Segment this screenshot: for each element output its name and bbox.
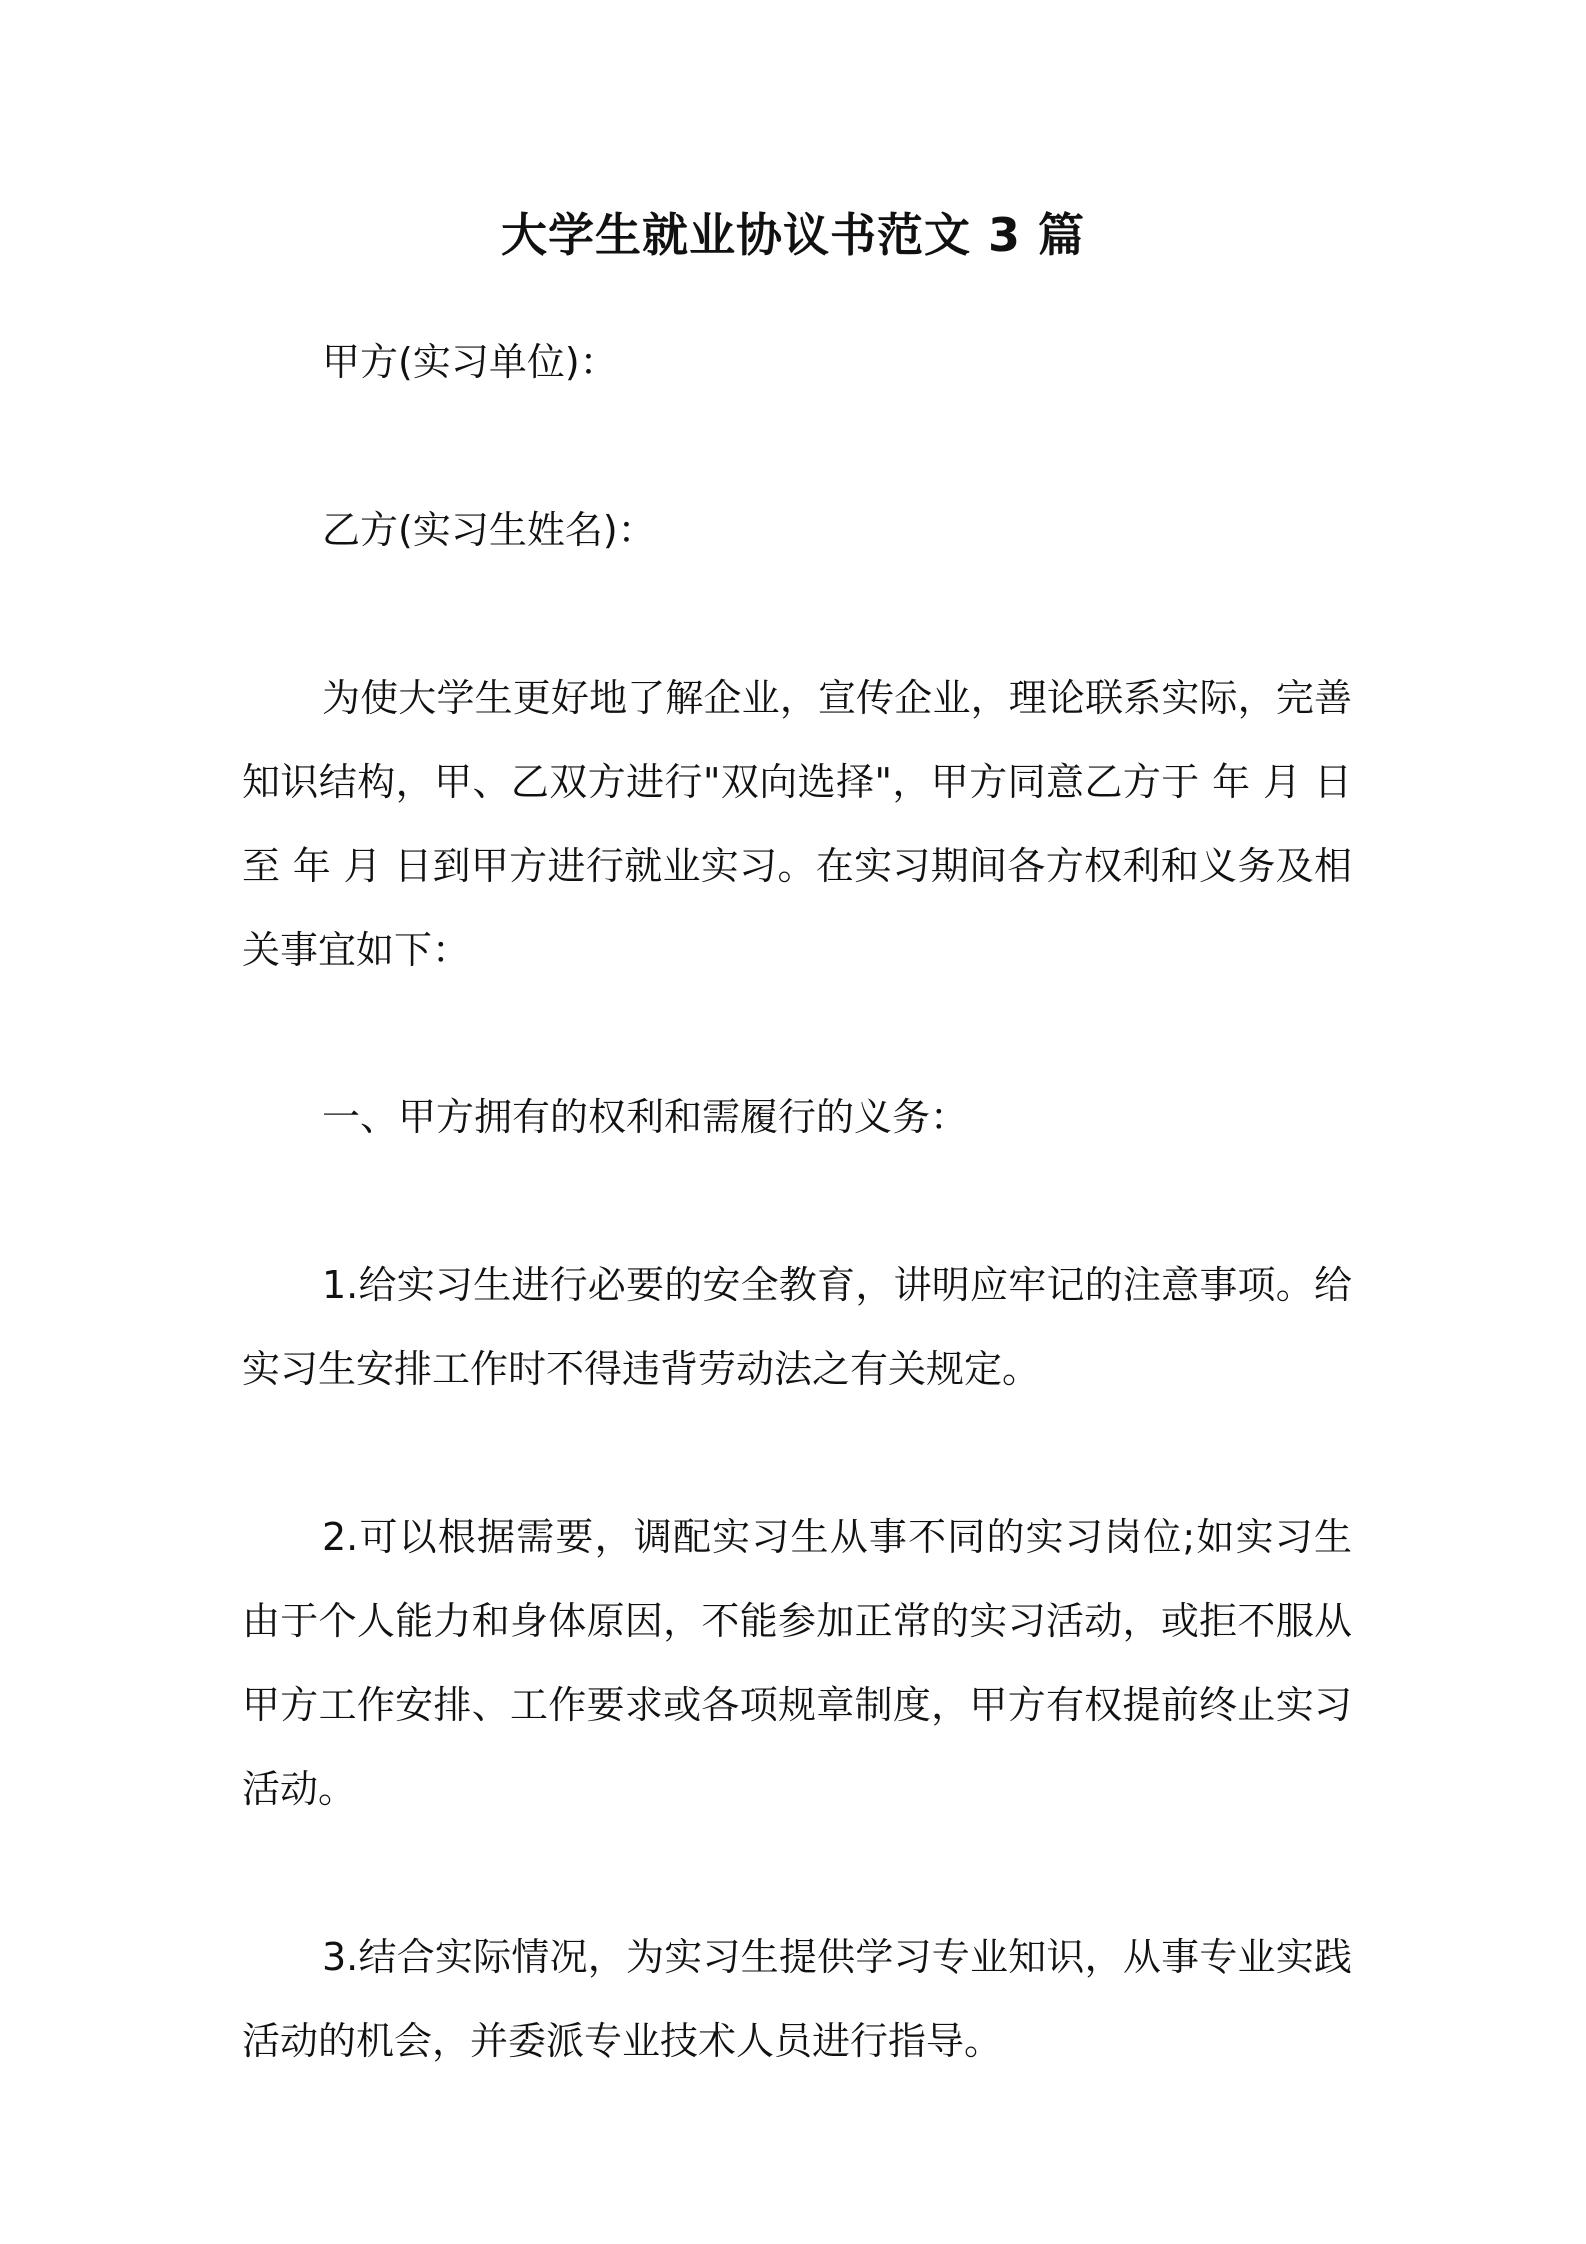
- clause-1-paragraph: 1.给实习生进行必要的安全教育，讲明应牢记的注意事项。给实习生安排工作时不得违背劳动法之有关规定。: [242, 1263, 1352, 1391]
- section-heading-party-a: 一、甲方拥有的权利和需履行的义务：: [322, 1095, 969, 1139]
- preamble-paragraph: 为使大学生更好地了解企业，宣传企业，理论联系实际，完善知识结构，甲、乙双方进行"双向选择"，甲方同意乙方于 年 月 日至 年 月 日到甲方进行就业实习。在实习期间各方权利和义务及相关事宜如下：: [242, 676, 1352, 972]
- document-title: 大学生就业协议书范文 3 篇: [500, 208, 1086, 262]
- party-b-line: 乙方(实习生姓名)：: [322, 508, 656, 552]
- clause-3-paragraph: 3.结合实际情况，为实习生提供学习专业知识，从事专业实践活动的机会，并委派专业技术人员进行指导。: [242, 1935, 1352, 2063]
- party-a-line: 甲方(实习单位)：: [322, 340, 618, 384]
- clause-2-paragraph: 2.可以根据需要，调配实习生从事不同的实习岗位;如实习生由于个人能力和身体原因，不能参加正常的实习活动，或拒不服从甲方工作安排、工作要求或各项规章制度，甲方有权提前终止实习活动。: [242, 1515, 1352, 1811]
